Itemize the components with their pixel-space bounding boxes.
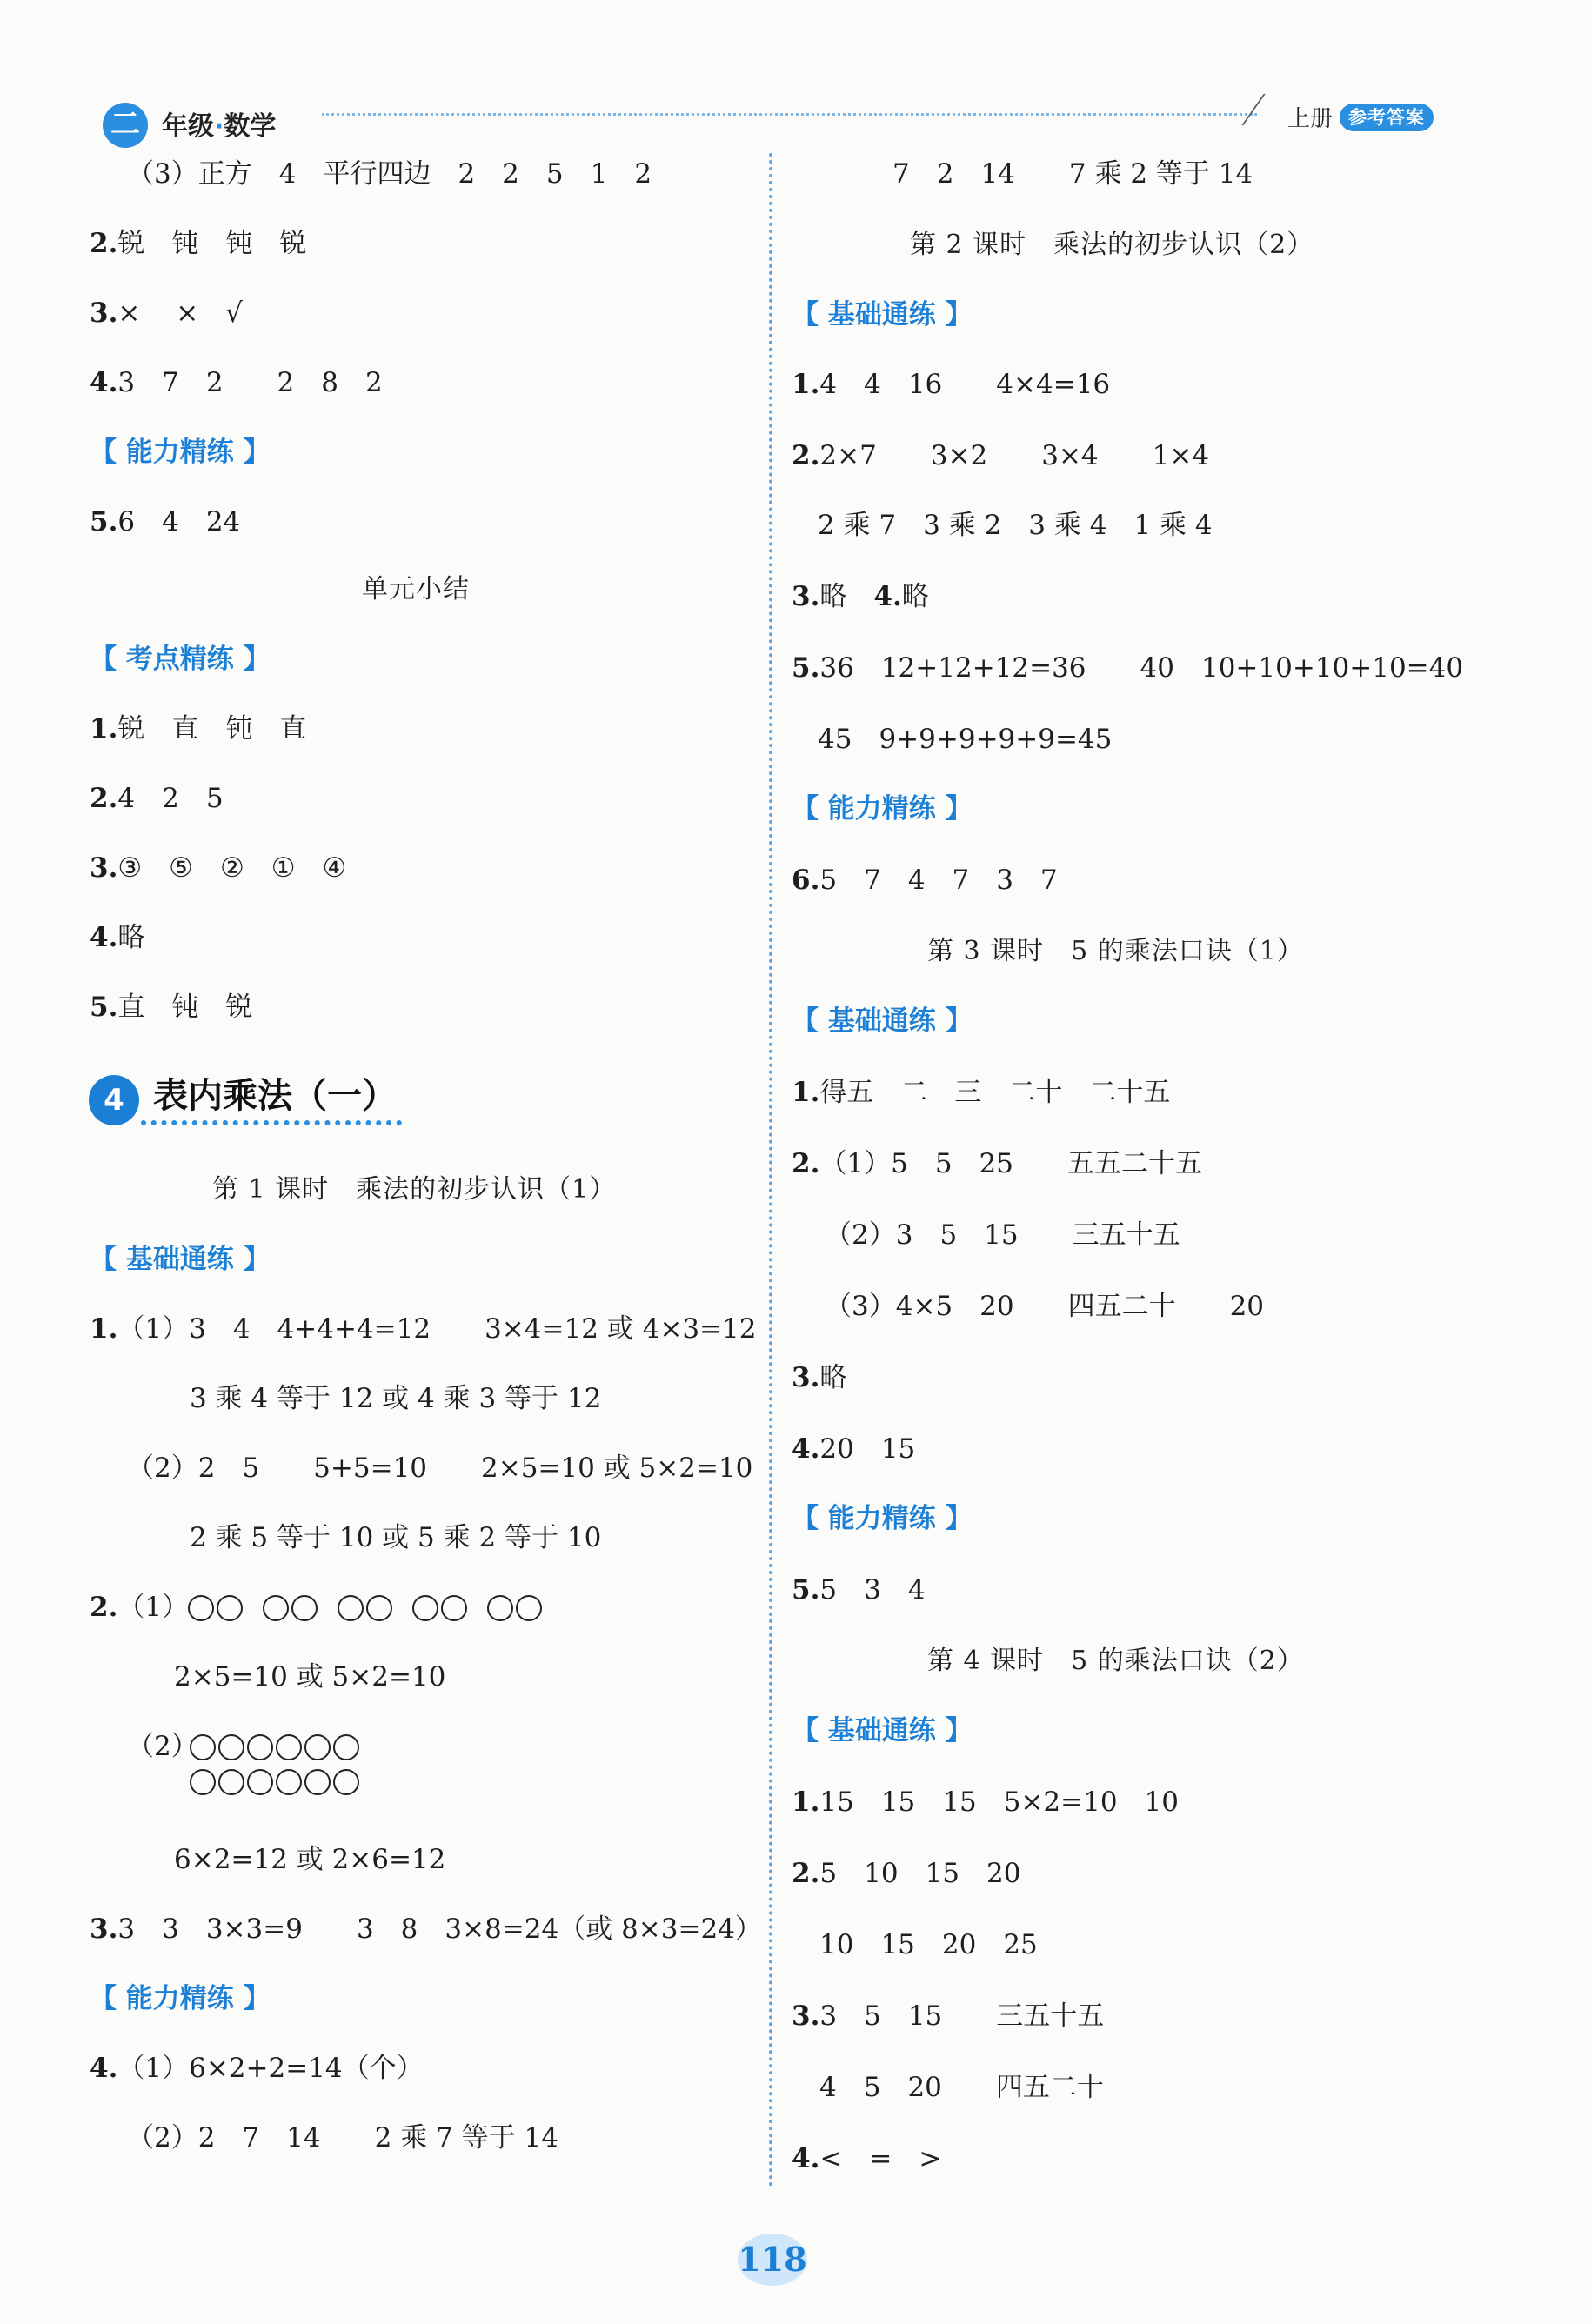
item-number: 4. [792,2143,820,2174]
answer-line [792,1146,1202,1181]
answer-text: 略 [901,581,929,612]
item-number: 2. [90,783,118,814]
answer-text: < = > [819,2143,942,2174]
answer-key-badge: 参考答案 [1340,104,1434,131]
answer-line: 2 乘 7 3 乘 2 3 乘 4 1 乘 4 [818,510,1213,541]
subject-label: 数学 [224,111,277,142]
answer-text: 15 15 15 5×2=10 10 [819,1786,1180,1818]
column-divider [769,153,772,2188]
answer-line [90,990,252,1025]
answer-line [90,226,306,261]
answer-line: 4 5 20 四五二十 [819,2072,1104,2103]
section-heading: 【 基础通练 】 [792,1005,973,1037]
item-number: 3. [90,852,118,884]
separator-dot: · [214,111,224,142]
answer-line [90,296,243,331]
section-heading: 【 能力精练 】 [792,1503,973,1534]
section-heading: 【 能力精练 】 [90,437,271,468]
lesson-heading: 第 2 课时 乘法的初步认识（2） [910,230,1314,260]
answer-line [792,579,929,614]
unit-summary-heading: 单元小结 [362,574,470,604]
answer-line [90,851,346,885]
answer-line [792,1785,1179,1820]
circle-icon [247,1769,273,1795]
answer-text: （1）3 4 4+4+4=12 3×4=12 或 4×3=12 [117,1313,757,1345]
answer-line: （3）正方 4 平行四边 2 2 5 1 2 [127,158,652,190]
page-number: 118 [738,2234,807,2286]
item-number: 3. [792,581,820,612]
item-number: 4. [90,922,118,953]
answer-text: 得五 二 三 二十 二十五 [819,1077,1171,1108]
answer-text: 略 [819,581,874,612]
circle-icon [366,1595,392,1621]
item-number: 4. [90,367,118,398]
answer-line: 3 乘 4 等于 12 或 4 乘 3 等于 12 [190,1383,602,1414]
chapter-title: 表内乘法（一） [153,1076,397,1116]
circle-groups-row [188,1594,562,1621]
item-number: 4. [90,2053,118,2084]
answer-line [792,1360,846,1395]
answer-line [90,1312,756,1346]
circle-icon [190,1734,216,1760]
circle-pair [412,1594,470,1621]
answer-line [90,920,144,955]
answer-line [792,1075,1170,1110]
answer-text: 锐 直 钝 直 [117,713,307,745]
circle-icon [218,1734,244,1760]
circle-icon [217,1595,243,1621]
circle-icon [304,1734,331,1760]
item-number: 3. [792,2000,820,2032]
answer-text: 5 3 4 [819,1574,926,1606]
item-number: 2. [792,1858,820,1889]
answer-line: 45 9+9+9+9+9=45 [818,724,1113,755]
header-dotted-rule [322,113,1257,116]
answer-line [792,863,1058,898]
answer-line [90,781,224,816]
answer-text: × × √ [117,297,243,329]
circle-icon [190,1769,216,1795]
circle-icon [247,1734,273,1760]
volume-label: 上册 [1287,106,1334,132]
answer-line [792,1856,1020,1891]
section-heading: 【 能力精练 】 [792,793,973,825]
circle-pair [188,1594,245,1621]
circle-icon [291,1595,318,1621]
lesson-heading: 第 3 课时 5 的乘法口诀（1） [927,936,1304,966]
answer-line: 2 乘 5 等于 10 或 5 乘 2 等于 10 [190,1522,602,1553]
answer-text: 略 [819,1362,847,1393]
answer-line: （3）4×5 20 四五二十 20 [825,1291,1265,1322]
item-number: 6. [792,865,820,896]
answer-line: 10 15 20 25 [819,1929,1038,1960]
circle-icon [441,1595,467,1621]
answer-line: 6×2=12 或 2×6=12 [174,1844,446,1875]
section-heading: 【 基础通练 】 [792,1715,973,1746]
section-heading: 【 基础通练 】 [90,1244,271,1275]
answer-line: （2）2 7 14 2 乘 7 等于 14 [127,2122,558,2154]
answer-line [90,2051,424,2086]
answer-line [792,1573,926,1607]
item-number: 2. [90,1592,118,1623]
answer-text: 2×7 3×2 3×4 1×4 [819,440,1210,471]
chapter-dotted-underline [141,1120,402,1125]
circle-icon [218,1769,244,1795]
circle-pair [263,1594,320,1621]
circle-icon [333,1769,359,1795]
item-number: 5. [90,992,118,1023]
answer-line [90,711,306,746]
answer-line [792,1999,1104,2033]
answer-text: 3 5 15 三五十五 [819,2000,1105,2032]
answer-text: 4 2 5 [117,783,224,814]
answer-text: 5 7 4 7 3 7 [819,865,1058,896]
section-heading: 【 能力精练 】 [90,1983,271,2014]
circle-icon [304,1769,331,1795]
circle-icon [333,1734,359,1760]
grade-label: 年级 [162,111,214,142]
answer-line: 2×5=10 或 5×2=10 [174,1661,446,1693]
answer-text: 5 10 15 20 [819,1858,1021,1889]
answer-text: 锐 钝 钝 锐 [117,228,307,259]
item-number: 4. [792,1433,820,1465]
lesson-heading: 第 1 课时 乘法的初步认识（1） [212,1174,617,1205]
circle-icon [487,1595,513,1621]
answer-text: （1）5 5 25 五五二十五 [819,1148,1202,1179]
chapter-number-badge: 4 [89,1075,139,1125]
answer-line [792,438,1209,473]
answer-line [90,365,383,400]
item-number: 1. [90,713,118,745]
answer-line: （2） [127,1731,198,1762]
answer-line [792,1432,915,1466]
item-number: 3. [792,1362,820,1393]
answer-text: （1）6×2+2=14（个） [117,2053,424,2084]
section-heading: 【 考点精练 】 [90,644,271,675]
item-number: 4. [873,581,902,612]
answer-line: （2）2 5 5+5=10 2×5=10 或 5×2=10 [127,1452,753,1484]
item-number: 5. [792,1574,820,1606]
item-number: 1. [792,1786,820,1818]
answer-text: 6 4 24 [117,506,241,538]
item-number: 1. [90,1313,118,1345]
circle-grid-row-2 [190,1768,362,1795]
item-number: 2. [90,228,118,259]
circle-icon [276,1769,302,1795]
answer-line [792,367,1110,402]
answer-line [792,2141,941,2176]
answer-text: 3 7 2 2 8 2 [117,367,383,398]
circle-icon [263,1595,289,1621]
item-number: 3. [90,297,118,329]
item-number: 1. [792,369,820,400]
item-number: 3. [90,1913,118,1945]
answer-text: 3 3 3×3=9 3 8 3×8=24（或 8×3=24） [117,1913,762,1945]
header-title [162,104,276,143]
answer-line [90,1590,189,1625]
circle-grid-row-1 [190,1733,362,1760]
answer-text: 略 [117,922,145,953]
answer-line [90,1912,762,1947]
answer-text: ③ ⑤ ② ① ④ [117,852,347,884]
lesson-heading: 第 4 课时 5 的乘法口诀（2） [927,1646,1304,1676]
answer-text: 4 4 16 4×4=16 [819,369,1111,400]
answer-text: 20 15 [819,1433,916,1465]
answer-line: （2）3 5 15 三五十五 [825,1219,1180,1251]
answer-text: 36 12+12+12=36 40 10+10+10+10=40 [819,652,1464,684]
answer-line: 7 2 14 7 乘 2 等于 14 [892,158,1253,190]
item-number: 2. [792,1148,820,1179]
answer-line [792,651,1463,685]
answer-text: 直 钝 锐 [117,992,253,1023]
circle-icon [276,1734,302,1760]
answer-line [90,504,240,539]
circle-icon [516,1595,542,1621]
item-number: 5. [90,506,118,538]
section-heading: 【 基础通练 】 [792,299,973,331]
circle-icon [412,1595,438,1621]
answer-text: （1） [117,1592,190,1623]
circle-icon [338,1595,364,1621]
item-number: 5. [792,652,820,684]
circle-pair [338,1594,395,1621]
grade-badge: 二 [103,103,148,148]
item-number: 2. [792,440,820,471]
circle-icon [188,1595,214,1621]
circle-pair [487,1594,545,1621]
item-number: 1. [792,1077,820,1108]
